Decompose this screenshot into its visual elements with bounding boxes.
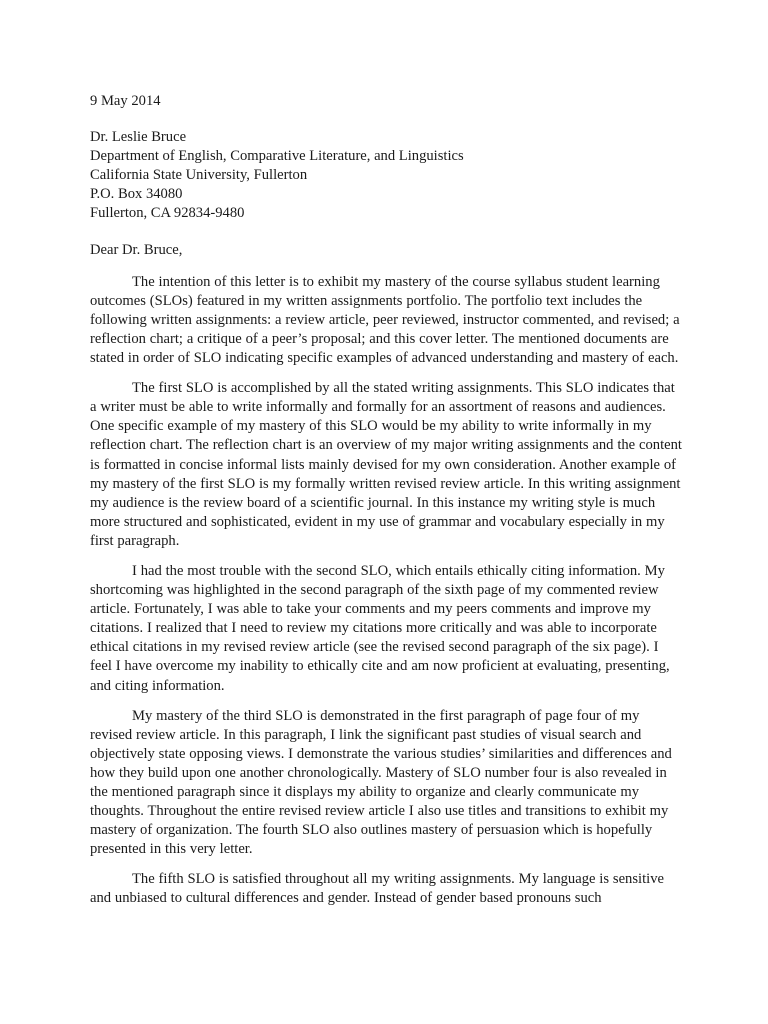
- letter-body: [90, 92, 682, 909]
- paragraph-second-slo: I had the most trouble with the second SLO, which entails ethically citing information. My shortcoming was highlighted in the second paragraph of the sixth page of my commented review article. Fortunately, I was able to take your comments and my peers comments and improve my citations. I realized that I need to review my citations more critically and was able to incorporate ethical citations in my revised review article (see the revised second paragraph of the six page). I feel I have overcome my inability to ethically cite and am now proficient at evaluating, presenting, and citing information.: [90, 562, 670, 694]
- recipient-name: Dr. Leslie Bruce: [90, 129, 187, 146]
- letter-paragraphs: [90, 273, 682, 909]
- paragraph-third-fourth-slo: My mastery of the third SLO is demonstrated in the first paragraph of page four of my revised review article. In this paragraph, I link the significant past studies of visual search and objectively state opposing views. I demonstrate the various studies’ similarities and differences and how they build upon one another chronologically. Mastery of SLO number four is also revealed in the mentioned paragraph since it displays my ability to organize and clearly communicate my thoughts. Throughout the entire revised review article I also use titles and transitions to exhibit my mastery of organization. The fourth SLO also outlines mastery of persuasion which is hopefully presented in this very letter.: [90, 707, 672, 858]
- recipient-university: California State University, Fullerton: [90, 167, 308, 184]
- paragraph-intro: The intention of this letter is to exhibit my mastery of the course syllabus student learning outcomes (SLOs) featured in my written assignments portfolio. The portfolio text includes the following written assignments: a review article, peer reviewed, instructor commented, and revised; a reflection chart; a critique of a peer’s proposal; and this cover letter. The mentioned documents are stated in order of SLO indicating specific examples of advanced understanding and mastery of each.: [90, 273, 680, 367]
- salutation: Dear Dr. Bruce,: [90, 241, 183, 258]
- recipient-po-box: P.O. Box 34080: [90, 186, 183, 203]
- recipient-address: [90, 128, 682, 223]
- letter-date: 9 May 2014: [90, 93, 161, 109]
- paragraph-fifth-slo: The fifth SLO is satisfied throughout all my writing assignments. My language is sensitive and unbiased to cultural differences and gender. Instead of gender based pronouns such: [90, 871, 664, 907]
- recipient-city-state-zip: Fullerton, CA 92834-9480: [90, 205, 245, 222]
- paragraph-first-slo: The first SLO is accomplished by all the stated writing assignments. This SLO indicates that a writer must be able to write informally and formally for an assortment of reasons and audiences. One specific example of my mastery of this SLO would be my ability to write informally in my reflection chart. The reflection chart is an overview of my major writing assignments and the content is formatted in concise informal lists mainly devised for my own consideration. Another example of my mastery of the first SLO is my formally written revised review article. In this writing assignment my audience is the review board of a scientific journal. In this instance my writing style is much more structured and sophisticated, evident in my use of grammar and vocabulary especially in my first paragraph.: [90, 380, 682, 549]
- recipient-department: Department of English, Comparative Literature, and Linguistics: [90, 148, 464, 165]
